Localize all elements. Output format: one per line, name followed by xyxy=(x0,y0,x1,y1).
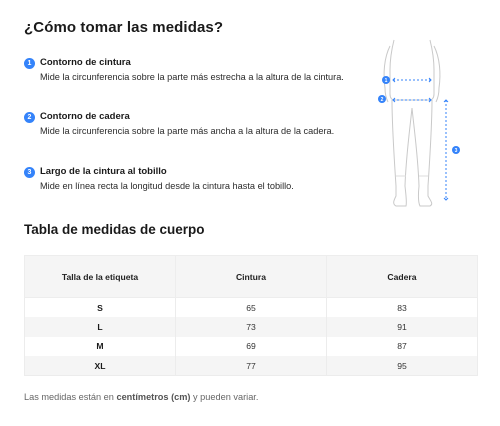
table-row xyxy=(25,317,478,337)
waist-cell: 73 xyxy=(176,317,327,337)
waist-cell: 77 xyxy=(176,356,327,376)
footnote-unit: centímetros (cm) xyxy=(116,392,191,402)
column-header-size: Talla de la etiqueta xyxy=(25,256,176,298)
size-cell: M xyxy=(25,337,176,357)
svg-text:1: 1 xyxy=(384,77,388,84)
size-cell: L xyxy=(25,317,176,337)
svg-text:2: 2 xyxy=(380,96,384,103)
table-header-row xyxy=(25,256,478,298)
body-measurement-illustration xyxy=(366,36,478,212)
column-header-waist: Cintura xyxy=(176,256,327,298)
hip-cell: 87 xyxy=(327,337,478,357)
waist-cell: 65 xyxy=(176,298,327,318)
column-header-hip: Cadera xyxy=(327,256,478,298)
step-title: Contorno de cintura xyxy=(40,57,131,68)
step-number-badge: 3 xyxy=(24,167,35,178)
step-description: Mide la circunferencia sobre la parte más ancha a la altura de la cadera. xyxy=(40,126,335,136)
page-title: ¿Cómo tomar las medidas? xyxy=(24,19,224,36)
step-title: Largo de la cintura al tobillo xyxy=(40,166,167,177)
measure-step-length xyxy=(24,165,344,192)
table-row xyxy=(25,356,478,376)
step-description: Mide en línea recta la longitud desde la cintura hasta el tobillo. xyxy=(40,181,294,191)
table-row xyxy=(25,337,478,357)
size-cell: S xyxy=(25,298,176,318)
footnote-text: Las medidas están en xyxy=(24,392,117,402)
footnote-text-end: y pueden variar. xyxy=(190,392,259,402)
hip-cell: 91 xyxy=(327,317,478,337)
measure-step-hip xyxy=(24,110,344,137)
step-number-badge: 1 xyxy=(24,58,35,69)
waist-cell: 69 xyxy=(176,337,327,357)
step-title: Contorno de cadera xyxy=(40,111,130,122)
hip-cell: 95 xyxy=(327,356,478,376)
units-footnote xyxy=(24,392,258,402)
measure-step-waist xyxy=(24,56,344,83)
size-table-title: Tabla de medidas de cuerpo xyxy=(24,222,205,237)
size-table xyxy=(24,255,478,376)
step-number-badge: 2 xyxy=(24,112,35,123)
size-cell: XL xyxy=(25,356,176,376)
svg-text:3: 3 xyxy=(454,147,458,154)
step-description: Mide la circunferencia sobre la parte más estrecha a la altura de la cintura. xyxy=(40,72,344,82)
hip-cell: 83 xyxy=(327,298,478,318)
table-row xyxy=(25,298,478,318)
